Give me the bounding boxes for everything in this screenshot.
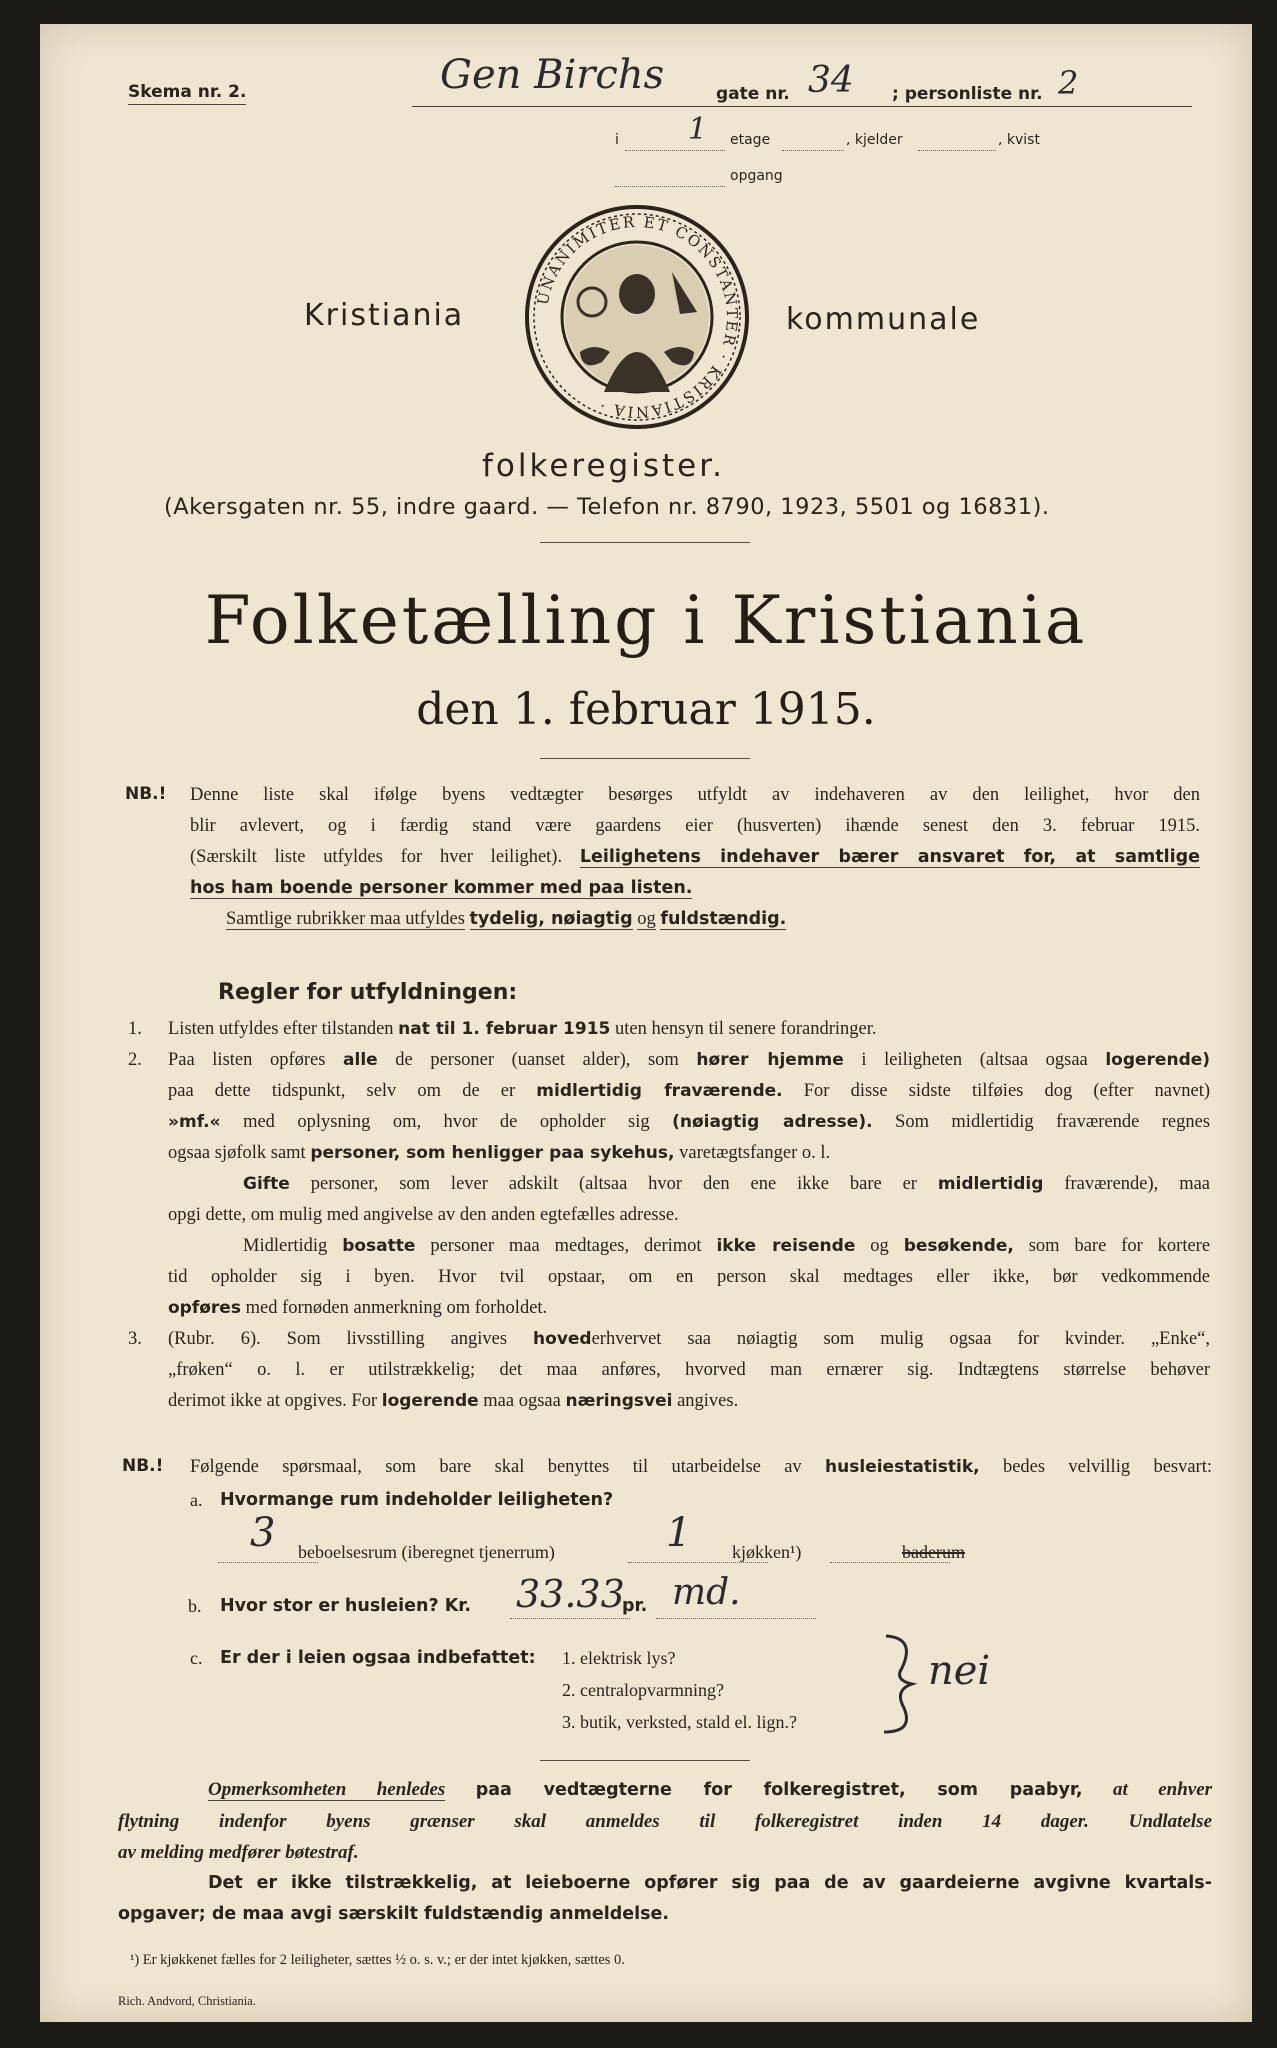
nb1-line-1: Denne liste skal ifølge byens vedtægter besørges utfyldt av indehaveren av den leilighet, hvor den [190,785,1200,805]
rules-list [128,1014,1210,1417]
rule-2-2a: paa dette tidspunkt, selv om de er [168,1081,516,1101]
rule-3-line-2: „frøken“ o. l. er utilstrækkelig; det maa anføres, hvorved man ernærer sig. Indtægtens størrelse behøver [168,1360,1210,1380]
kjelder-label: , kjelder [846,132,903,148]
rule-2-5a: Gifte [243,1174,290,1194]
rules-heading: Regler for utfyldningen: [218,980,518,1005]
nb1-line-5a: Samtlige rubrikker maa utfyldes [226,909,465,929]
rule-3-3d: næringsvei [565,1391,673,1411]
rule-2-4a: ogsaa sjøfolk samt [168,1143,306,1163]
question-a: Hvormange rum indeholder leiligheten? [220,1490,614,1510]
nb-label-1: NB.! [125,784,167,804]
rule-3-number: 3. [128,1329,142,1349]
divider-1 [540,542,750,543]
rule-1-a: Listen utfyldes efter tilstanden [168,1019,394,1039]
nb2-intro [190,1452,1212,1483]
rule-3-3c: maa ogsaa [483,1391,561,1411]
rule-2-4c: varetægtsfanger o. l. [679,1143,831,1163]
rule-2-9a: opføres [168,1298,241,1318]
rule-2-line-7 [128,1231,1210,1262]
rule-2-2b: midlertidig fraværende. [536,1081,783,1101]
option-shop-workshop: 3. butik, verksted, stald el. lign.? [562,1712,797,1732]
notice-line-2: flytning indenfor byens grænser skal anmeldes til folkeregistret inden 14 dager. Undlatelse [118,1811,1212,1832]
rule-1-number: 1. [128,1019,142,1039]
rent-handwritten: 33.33 [516,1572,625,1616]
nb1-line-5c: og [637,909,656,929]
personliste-label: ; personliste nr. [892,84,1043,104]
printer-credit: Rich. Andvord, Christiania. [118,1994,256,2008]
per-label: pr. [622,1596,648,1616]
rule-2-5d: fraværende), maa [1064,1174,1211,1194]
kjelder-dotline [918,132,996,151]
opgang-dotline [615,168,725,187]
rooms-label: beboelsesrum (iberegnet tjenerrum) [298,1542,555,1562]
rule-2-line-8: tid opholder sig i byen. Hvor tvil opstaar, om en person skal medtages eller ikke, bør vedkommende [168,1267,1210,1287]
gate-number: 34 [808,60,854,101]
nb-label-2: NB.! [122,1456,164,1476]
nb1-line-5 [190,904,1200,935]
nb2-intro-c: bedes velvillig besvart: [1002,1457,1213,1477]
rule-2-number: 2. [128,1050,142,1070]
nb1-responsibility: Leilighetens indehaver bærer ansvaret for, at samtlige [579,847,1201,867]
divider-2 [540,758,750,759]
period-handwritten: md. [672,1572,741,1613]
masthead-right: kommunale [786,302,981,337]
rule-2-1a: Paa listen opføres [168,1050,326,1070]
notice-line-5: opgaver; de maa avgi særskilt fuldstændig anmeldelse. [118,1904,670,1924]
street-handwritten: Gen Birchs [440,52,665,98]
rule-1-b: nat til 1. februar 1915 [398,1019,611,1039]
nb1-line-4 [190,873,1200,904]
nb2-intro-b: husleiestatistik, [825,1457,980,1477]
question-b-label: b. [188,1596,202,1616]
nb1-all-persons: hos ham boende personer kommer med paa listen. [190,878,693,898]
opgang-label: opgang [730,168,783,184]
rule-2-7d: ikke reisende [716,1236,856,1256]
nb2-intro-a: Følgende spørsmaal, som bare skal benyttes til utarbeidelse av [190,1457,802,1477]
notice-1a: Opmerksomheten henledes [208,1779,446,1800]
svg-text:UNANIMITER ET CONSTANTER · KRI: UNANIMITER ET CONSTANTER · KRISTIANIA · [533,212,742,422]
rule-2-line-3 [128,1107,1210,1138]
nb1-line-3a: (Særskilt liste utfyldes for hver leilighet). [190,847,563,867]
rule-3-3e: angives. [677,1391,739,1411]
rule-2-3c: (nøiagtig adresse). [672,1112,873,1132]
kvist-label: , kvist [998,132,1040,148]
rule-1 [128,1014,1210,1045]
kristiania-seal-icon [522,202,752,432]
nb1-line-2: blir avlevert, og i færdig stand være gaardens eier (husverten) ihænde senest den 3. februar 1915. [190,816,1200,836]
rule-2-4b: personer, som henligger paa sykehus, [310,1143,675,1163]
option-electric-light: 1. elektrisk lys? [562,1648,676,1668]
rule-2-line-2 [128,1076,1210,1107]
personliste-number: 2 [1058,64,1079,102]
skema-number: Skema nr. 2. [128,82,246,105]
folkeregister-label: folkeregister. [482,448,725,484]
rule-3-line-1 [128,1324,1210,1355]
bath-label: baderum [902,1542,965,1562]
kitchen-label: kjøkken¹) [732,1542,802,1562]
rule-3-3b: logerende [381,1391,479,1411]
gate-label: gate nr. [716,84,790,104]
floor-dotline [625,132,725,151]
question-c-label: c. [190,1648,203,1668]
notice-line-3: av melding medfører bøtestraf. [118,1842,359,1863]
brace-icon [876,1628,926,1738]
rule-2-line-5 [128,1169,1210,1200]
divider-3 [540,1760,750,1761]
address-phone-line: (Akersgaten nr. 55, indre gaard. — Telefon nr. 8790, 1923, 5501 og 16831). [164,494,1050,520]
rule-2-1b: alle [343,1050,378,1070]
rule-2-5b: personer, som lever adskilt (altsaa hvor den ene ikke bare er [310,1174,917,1194]
rule-2-1f: logerende) [1105,1050,1211,1070]
rule-3-line-3 [128,1386,1210,1417]
rule-2-line-4 [128,1138,1210,1169]
notice-1b: paa vedtægterne for folkeregistret, som paabyr, [475,1780,1083,1800]
rule-2-5c: midlertidig [937,1174,1044,1194]
nb1-line-3 [190,842,1200,873]
question-c: Er der i leien ogsaa indbefattet: [220,1648,536,1668]
rule-3-1c: erhvervet saa nøiagtig som mulig ogsaa for kvinder. „Enke“, [591,1329,1211,1349]
rule-2-3b: med oplysning om, hvor de opholder sig [243,1112,650,1132]
i-label: i [615,132,619,148]
rule-2-line-9 [128,1293,1210,1324]
rule-2-7c: personer maa medtages, derimot [430,1236,702,1256]
notice-line-4: Det er ikke tilstrækkelig, at leieboerne opfører sig paa de av gaardeierne avgivne kvartals- [208,1873,1212,1893]
option-central-heating: 2. centralopvarmning? [562,1680,724,1700]
rule-2-1c: de personer (uanset alder), som [395,1050,679,1070]
rule-3-1b: hoved [533,1329,592,1349]
footnote: ¹) Er kjøkkenet fælles for 2 leiligheter, sættes ½ o. s. v.; er der intet kjøkken, sættes 0. [130,1952,625,1968]
rule-2-9b: med fornøden anmerkning om forholdet. [245,1298,548,1318]
page-title: Folketælling i Kristiania [204,582,1088,659]
rule-2-3a: »mf.« [168,1112,221,1132]
kitchen-handwritten: 1 [666,1510,692,1556]
rule-2-3d: Som midlertidig fraværende regnes [895,1112,1211,1132]
rule-3-3a: derimot ikke at opgives. For [168,1391,378,1411]
rule-3-1a: (Rubr. 6). Som livsstilling angives [168,1329,508,1349]
question-a-label: a. [190,1490,203,1510]
rule-2-line-6: opgi dette, om mulig med angivelse av den anden egtefælles adresse. [168,1205,679,1225]
rule-2-7b: bosatte [342,1236,416,1256]
rooms-handwritten: 3 [250,1510,276,1556]
notice-1c: at enhver [1113,1779,1213,1800]
notice-line-1 [118,1774,1212,1806]
rule-2-7g: som bare for kortere [1028,1236,1211,1256]
rule-2-1d: hører hjemme [696,1050,844,1070]
nb1-line-5b: tydelig, nøiagtig [469,909,633,929]
notice [118,1774,1212,1930]
rule-2-1e: i leiligheten (altsaa ogsaa [861,1050,1088,1070]
etage-label: etage [730,132,771,148]
floor-handwritten: 1 [688,112,708,147]
rule-2-7f: besøkende, [903,1236,1014,1256]
rule-2-7a: Midlertidig [243,1236,328,1256]
rule-2-7e: og [870,1236,889,1256]
nb1-line-5d: fuldstændig. [660,909,787,929]
etage-dotline [782,132,844,151]
census-form [40,24,1252,2022]
rule-1-c: uten hensyn til senere forandringer. [615,1019,877,1039]
nb-paragraph-1 [190,780,1200,935]
answer-c-handwritten: nei [928,1648,991,1694]
rule-2-line-1 [128,1045,1210,1076]
page-subtitle: den 1. februar 1915. [416,684,876,735]
masthead-left: Kristiania [304,298,465,333]
rule-2-2c: For disse sidste tilføies dog (efter navnet) [803,1081,1210,1101]
question-b: Hvor stor er husleien? Kr. [220,1596,472,1616]
